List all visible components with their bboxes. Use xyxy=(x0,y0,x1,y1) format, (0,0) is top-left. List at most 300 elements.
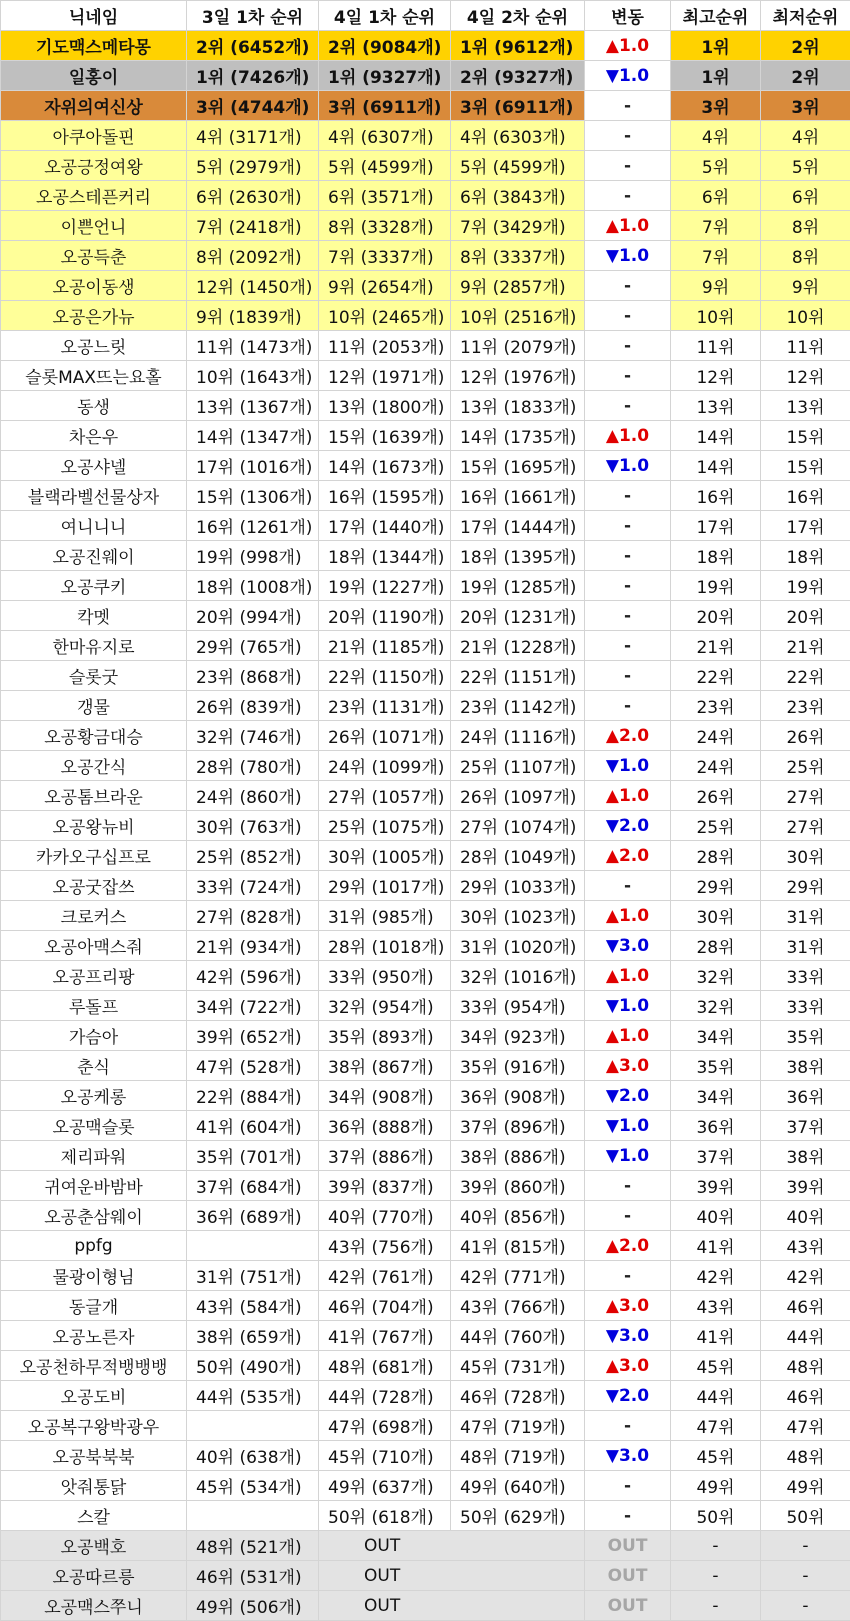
day4-round1-cell: 23위 (1131개) xyxy=(319,691,451,721)
table-row xyxy=(1,931,850,961)
worst-rank-cell: 11위 xyxy=(761,331,850,361)
nickname-cell: 칵멧 xyxy=(1,601,187,631)
worst-rank-cell: 44위 xyxy=(761,1321,850,1351)
table-row xyxy=(1,91,850,121)
day3-round1-cell: 16위 (1261개) xyxy=(187,511,319,541)
nickname-cell: 카카오구십프로 xyxy=(1,841,187,871)
day4-round2-cell: 32위 (1016개) xyxy=(451,961,585,991)
nickname-cell: 블랙라벨선물상자 xyxy=(1,481,187,511)
change-cell: ▼1.0 xyxy=(585,751,671,781)
day4-round2-cell: 20위 (1231개) xyxy=(451,601,585,631)
day3-round1-cell: 50위 (490개) xyxy=(187,1351,319,1381)
nickname-cell: 여니니니 xyxy=(1,511,187,541)
nickname-cell: 가슴아 xyxy=(1,1021,187,1051)
nickname-cell: 오공긍정여왕 xyxy=(1,151,187,181)
nickname-cell: 스칼 xyxy=(1,1501,187,1531)
worst-rank-cell: 8위 xyxy=(761,211,850,241)
table-row xyxy=(1,1441,850,1471)
nickname-cell: 오공케롱 xyxy=(1,1081,187,1111)
day3-round1-cell: 6위 (2630개) xyxy=(187,181,319,211)
change-cell: ▼3.0 xyxy=(585,931,671,961)
worst-rank-cell: 22위 xyxy=(761,661,850,691)
worst-rank-cell: 31위 xyxy=(761,931,850,961)
change-cell: ▼2.0 xyxy=(585,1081,671,1111)
day4-round2-cell: 41위 (815개) xyxy=(451,1231,585,1261)
worst-rank-cell: 17위 xyxy=(761,511,850,541)
day4-round1-cell: 33위 (950개) xyxy=(319,961,451,991)
change-cell: ▲1.0 xyxy=(585,901,671,931)
nickname-cell: 오공간식 xyxy=(1,751,187,781)
table-row xyxy=(1,991,850,1021)
best-rank-cell: 32위 xyxy=(671,961,761,991)
day3-round1-cell: 9위 (1839개) xyxy=(187,301,319,331)
day4-round1-cell: 46위 (704개) xyxy=(319,1291,451,1321)
header-nickname: 닉네임 xyxy=(1,1,187,31)
day4-round2-cell: 22위 (1151개) xyxy=(451,661,585,691)
best-rank-cell: 41위 xyxy=(671,1231,761,1261)
best-rank-cell: 34위 xyxy=(671,1021,761,1051)
change-cell: ▼1.0 xyxy=(585,1141,671,1171)
best-rank-cell: 9위 xyxy=(671,271,761,301)
day3-round1-cell: 18위 (1008개) xyxy=(187,571,319,601)
table-row xyxy=(1,751,850,781)
best-rank-cell: - xyxy=(671,1531,761,1561)
day4-round1-cell: 17위 (1440개) xyxy=(319,511,451,541)
day4-round1-cell: 36위 (888개) xyxy=(319,1111,451,1141)
change-cell: ▲1.0 xyxy=(585,421,671,451)
day3-round1-cell: 8위 (2092개) xyxy=(187,241,319,271)
table-row xyxy=(1,121,850,151)
day4-round1-cell: 3위 (6911개) xyxy=(319,91,451,121)
worst-rank-cell: 33위 xyxy=(761,961,850,991)
worst-rank-cell: 38위 xyxy=(761,1051,850,1081)
worst-rank-cell: 47위 xyxy=(761,1411,850,1441)
worst-rank-cell: 48위 xyxy=(761,1441,850,1471)
change-cell: ▼2.0 xyxy=(585,811,671,841)
best-rank-cell: 6위 xyxy=(671,181,761,211)
best-rank-cell: 1위 xyxy=(671,31,761,61)
best-rank-cell: 7위 xyxy=(671,241,761,271)
day3-round1-cell: 41위 (604개) xyxy=(187,1111,319,1141)
table-row xyxy=(1,211,850,241)
table-row xyxy=(1,961,850,991)
worst-rank-cell: 20위 xyxy=(761,601,850,631)
worst-rank-cell: 18위 xyxy=(761,541,850,571)
day4-round2-cell: 3위 (6911개) xyxy=(451,91,585,121)
change-cell: ▲1.0 xyxy=(585,211,671,241)
change-cell: OUT xyxy=(585,1591,671,1621)
change-cell: ▲1.0 xyxy=(585,1021,671,1051)
day4-round1-cell: 40위 (770개) xyxy=(319,1201,451,1231)
day4-round2-cell: 47위 (719개) xyxy=(451,1411,585,1441)
table-row xyxy=(1,1411,850,1441)
day4-round2-cell: 27위 (1074개) xyxy=(451,811,585,841)
day4-round1-cell: 7위 (3337개) xyxy=(319,241,451,271)
nickname-cell: 오공노른자 xyxy=(1,1321,187,1351)
table-row xyxy=(1,1141,850,1171)
day4-round1-cell: 2위 (9084개) xyxy=(319,31,451,61)
best-rank-cell: 32위 xyxy=(671,991,761,1021)
day4-round2-cell: 15위 (1695개) xyxy=(451,451,585,481)
best-rank-cell: 20위 xyxy=(671,601,761,631)
nickname-cell: 물광이형님 xyxy=(1,1261,187,1291)
worst-rank-cell: 13위 xyxy=(761,391,850,421)
day4-round1-cell: 11위 (2053개) xyxy=(319,331,451,361)
day4-round1-cell: 27위 (1057개) xyxy=(319,781,451,811)
day3-round1-cell: 17위 (1016개) xyxy=(187,451,319,481)
day4-round2-cell: 46위 (728개) xyxy=(451,1381,585,1411)
best-rank-cell: 42위 xyxy=(671,1261,761,1291)
worst-rank-cell: 21위 xyxy=(761,631,850,661)
worst-rank-cell: 25위 xyxy=(761,751,850,781)
out-status-cell: OUT xyxy=(319,1531,585,1561)
change-cell: ▼1.0 xyxy=(585,991,671,1021)
day4-round2-cell: 39위 (860개) xyxy=(451,1171,585,1201)
change-cell: ▲3.0 xyxy=(585,1351,671,1381)
table-row xyxy=(1,871,850,901)
day3-round1-cell: 47위 (528개) xyxy=(187,1051,319,1081)
day4-round2-cell: 1위 (9612개) xyxy=(451,31,585,61)
best-rank-cell: 22위 xyxy=(671,661,761,691)
nickname-cell: 오공따르릉 xyxy=(1,1561,187,1591)
table-row xyxy=(1,841,850,871)
nickname-cell: 오공프리팡 xyxy=(1,961,187,991)
day3-round1-cell: 19위 (998개) xyxy=(187,541,319,571)
worst-rank-cell: - xyxy=(761,1561,850,1591)
day3-round1-cell: 36위 (689개) xyxy=(187,1201,319,1231)
change-cell: OUT xyxy=(585,1531,671,1561)
table-row xyxy=(1,571,850,601)
change-cell: ▼3.0 xyxy=(585,1321,671,1351)
change-cell: - xyxy=(585,151,671,181)
table-row xyxy=(1,151,850,181)
day4-round1-cell: 9위 (2654개) xyxy=(319,271,451,301)
best-rank-cell: 36위 xyxy=(671,1111,761,1141)
change-cell: ▲2.0 xyxy=(585,721,671,751)
day4-round2-cell: 14위 (1735개) xyxy=(451,421,585,451)
day4-round1-cell: 18위 (1344개) xyxy=(319,541,451,571)
nickname-cell: 오공샤넬 xyxy=(1,451,187,481)
best-rank-cell: 17위 xyxy=(671,511,761,541)
day4-round2-cell: 28위 (1049개) xyxy=(451,841,585,871)
day3-round1-cell: 38위 (659개) xyxy=(187,1321,319,1351)
nickname-cell: 기도맥스메타몽 xyxy=(1,31,187,61)
day3-round1-cell: 44위 (535개) xyxy=(187,1381,319,1411)
worst-rank-cell: 31위 xyxy=(761,901,850,931)
header-change: 변동 xyxy=(585,1,671,31)
worst-rank-cell: 36위 xyxy=(761,1081,850,1111)
table-row xyxy=(1,301,850,331)
best-rank-cell: 21위 xyxy=(671,631,761,661)
best-rank-cell: 29위 xyxy=(671,871,761,901)
day4-round1-cell: 10위 (2465개) xyxy=(319,301,451,331)
change-cell: - xyxy=(585,391,671,421)
day4-round2-cell: 21위 (1228개) xyxy=(451,631,585,661)
day4-round2-cell: 16위 (1661개) xyxy=(451,481,585,511)
day4-round2-cell: 23위 (1142개) xyxy=(451,691,585,721)
table-row xyxy=(1,451,850,481)
day3-round1-cell: 25위 (852개) xyxy=(187,841,319,871)
change-cell: ▲1.0 xyxy=(585,781,671,811)
worst-rank-cell: 15위 xyxy=(761,451,850,481)
best-rank-cell: 24위 xyxy=(671,721,761,751)
worst-rank-cell: 49위 xyxy=(761,1471,850,1501)
best-rank-cell: 18위 xyxy=(671,541,761,571)
day3-round1-cell: 46위 (531개) xyxy=(187,1561,319,1591)
nickname-cell: 동생 xyxy=(1,391,187,421)
best-rank-cell: - xyxy=(671,1561,761,1591)
change-cell: - xyxy=(585,361,671,391)
best-rank-cell: 13위 xyxy=(671,391,761,421)
day4-round2-cell: 42위 (771개) xyxy=(451,1261,585,1291)
day3-round1-cell: 13위 (1367개) xyxy=(187,391,319,421)
day3-round1-cell: 45위 (534개) xyxy=(187,1471,319,1501)
nickname-cell: 오공쿠키 xyxy=(1,571,187,601)
table-row xyxy=(1,781,850,811)
day4-round1-cell: 37위 (886개) xyxy=(319,1141,451,1171)
header-worst-rank: 최저순위 xyxy=(761,1,850,31)
day3-round1-cell: 14위 (1347개) xyxy=(187,421,319,451)
table-row xyxy=(1,631,850,661)
nickname-cell: 오공북북북 xyxy=(1,1441,187,1471)
day4-round1-cell: 14위 (1673개) xyxy=(319,451,451,481)
worst-rank-cell: 43위 xyxy=(761,1231,850,1261)
nickname-cell: 귀여운바밤바 xyxy=(1,1171,187,1201)
day4-round2-cell: 7위 (3429개) xyxy=(451,211,585,241)
day4-round1-cell: 25위 (1075개) xyxy=(319,811,451,841)
day4-round2-cell: 34위 (923개) xyxy=(451,1021,585,1051)
best-rank-cell: 24위 xyxy=(671,751,761,781)
day3-round1-cell: 23위 (868개) xyxy=(187,661,319,691)
nickname-cell: 오공맥스쭈니 xyxy=(1,1591,187,1621)
day4-round2-cell: 25위 (1107개) xyxy=(451,751,585,781)
day3-round1-cell xyxy=(187,1231,319,1261)
nickname-cell: 일홍이 xyxy=(1,61,187,91)
day4-round1-cell: 34위 (908개) xyxy=(319,1081,451,1111)
table-row xyxy=(1,1171,850,1201)
best-rank-cell: 43위 xyxy=(671,1291,761,1321)
day4-round1-cell: 4위 (6307개) xyxy=(319,121,451,151)
best-rank-cell: 44위 xyxy=(671,1381,761,1411)
change-cell: - xyxy=(585,1171,671,1201)
best-rank-cell: 47위 xyxy=(671,1411,761,1441)
best-rank-cell: 41위 xyxy=(671,1321,761,1351)
change-cell: - xyxy=(585,691,671,721)
day4-round2-cell: 37위 (896개) xyxy=(451,1111,585,1141)
day3-round1-cell: 31위 (751개) xyxy=(187,1261,319,1291)
day4-round2-cell: 10위 (2516개) xyxy=(451,301,585,331)
worst-rank-cell: 48위 xyxy=(761,1351,850,1381)
day4-round2-cell: 38위 (886개) xyxy=(451,1141,585,1171)
table-row xyxy=(1,721,850,751)
worst-rank-cell: 12위 xyxy=(761,361,850,391)
change-cell: - xyxy=(585,541,671,571)
nickname-cell: 오공느릿 xyxy=(1,331,187,361)
change-cell: - xyxy=(585,331,671,361)
day4-round1-cell: 5위 (4599개) xyxy=(319,151,451,181)
change-cell: ▼2.0 xyxy=(585,1381,671,1411)
day3-round1-cell: 24위 (860개) xyxy=(187,781,319,811)
nickname-cell: 오공이동생 xyxy=(1,271,187,301)
change-cell: ▲2.0 xyxy=(585,841,671,871)
worst-rank-cell: 29위 xyxy=(761,871,850,901)
day3-round1-cell xyxy=(187,1411,319,1441)
day3-round1-cell: 1위 (7426개) xyxy=(187,61,319,91)
table-row xyxy=(1,61,850,91)
worst-rank-cell: 8위 xyxy=(761,241,850,271)
best-rank-cell: 14위 xyxy=(671,451,761,481)
best-rank-cell: 45위 xyxy=(671,1351,761,1381)
table-row xyxy=(1,511,850,541)
nickname-cell: 오공도비 xyxy=(1,1381,187,1411)
worst-rank-cell: 23위 xyxy=(761,691,850,721)
day3-round1-cell: 43위 (584개) xyxy=(187,1291,319,1321)
best-rank-cell: 26위 xyxy=(671,781,761,811)
header-best-rank: 최고순위 xyxy=(671,1,761,31)
worst-rank-cell: 35위 xyxy=(761,1021,850,1051)
day4-round2-cell: 26위 (1097개) xyxy=(451,781,585,811)
day4-round2-cell: 29위 (1033개) xyxy=(451,871,585,901)
nickname-cell: 슬롯굿 xyxy=(1,661,187,691)
day4-round2-cell: 43위 (766개) xyxy=(451,1291,585,1321)
worst-rank-cell: - xyxy=(761,1591,850,1621)
best-rank-cell: 16위 xyxy=(671,481,761,511)
day4-round2-cell: 6위 (3843개) xyxy=(451,181,585,211)
table-row xyxy=(1,481,850,511)
day4-round1-cell: 49위 (637개) xyxy=(319,1471,451,1501)
best-rank-cell: 4위 xyxy=(671,121,761,151)
table-row xyxy=(1,391,850,421)
day4-round1-cell: 32위 (954개) xyxy=(319,991,451,1021)
worst-rank-cell: 26위 xyxy=(761,721,850,751)
best-rank-cell: 23위 xyxy=(671,691,761,721)
table-row xyxy=(1,1471,850,1501)
worst-rank-cell: 10위 xyxy=(761,301,850,331)
day4-round1-cell: 12위 (1971개) xyxy=(319,361,451,391)
table-row xyxy=(1,1111,850,1141)
table-row xyxy=(1,421,850,451)
day3-round1-cell: 29위 (765개) xyxy=(187,631,319,661)
day3-round1-cell: 42위 (596개) xyxy=(187,961,319,991)
day3-round1-cell: 32위 (746개) xyxy=(187,721,319,751)
table-row xyxy=(1,1231,850,1261)
day3-round1-cell: 12위 (1450개) xyxy=(187,271,319,301)
table-row xyxy=(1,661,850,691)
day4-round2-cell: 9위 (2857개) xyxy=(451,271,585,301)
table-row xyxy=(1,811,850,841)
day4-round2-cell: 19위 (1285개) xyxy=(451,571,585,601)
day4-round1-cell: 21위 (1185개) xyxy=(319,631,451,661)
nickname-cell: 오공백호 xyxy=(1,1531,187,1561)
worst-rank-cell: 2위 xyxy=(761,31,850,61)
day3-round1-cell: 3위 (4744개) xyxy=(187,91,319,121)
table-row xyxy=(1,1351,850,1381)
worst-rank-cell: 3위 xyxy=(761,91,850,121)
best-rank-cell: 39위 xyxy=(671,1171,761,1201)
day4-round2-cell: 35위 (916개) xyxy=(451,1051,585,1081)
nickname-cell: 춘식 xyxy=(1,1051,187,1081)
best-rank-cell: 11위 xyxy=(671,331,761,361)
worst-rank-cell: 5위 xyxy=(761,151,850,181)
day4-round1-cell: 19위 (1227개) xyxy=(319,571,451,601)
worst-rank-cell: 27위 xyxy=(761,781,850,811)
nickname-cell: 오공스테픈커리 xyxy=(1,181,187,211)
day4-round2-cell: 5위 (4599개) xyxy=(451,151,585,181)
worst-rank-cell: 4위 xyxy=(761,121,850,151)
day4-round1-cell: 29위 (1017개) xyxy=(319,871,451,901)
table-row xyxy=(1,361,850,391)
best-rank-cell: 28위 xyxy=(671,841,761,871)
change-cell: - xyxy=(585,91,671,121)
table-row xyxy=(1,181,850,211)
nickname-cell: 오공복구왕박광우 xyxy=(1,1411,187,1441)
day4-round1-cell: 45위 (710개) xyxy=(319,1441,451,1471)
worst-rank-cell: 50위 xyxy=(761,1501,850,1531)
day3-round1-cell: 40위 (638개) xyxy=(187,1441,319,1471)
ranking-body xyxy=(1,31,850,1621)
best-rank-cell: 37위 xyxy=(671,1141,761,1171)
best-rank-cell: 35위 xyxy=(671,1051,761,1081)
day3-round1-cell: 30위 (763개) xyxy=(187,811,319,841)
worst-rank-cell: 40위 xyxy=(761,1201,850,1231)
change-cell: OUT xyxy=(585,1561,671,1591)
change-cell: - xyxy=(585,1201,671,1231)
nickname-cell: 차은우 xyxy=(1,421,187,451)
day3-round1-cell: 20위 (994개) xyxy=(187,601,319,631)
best-rank-cell: 25위 xyxy=(671,811,761,841)
day4-round1-cell: 39위 (837개) xyxy=(319,1171,451,1201)
change-cell: ▲3.0 xyxy=(585,1051,671,1081)
day4-round1-cell: 30위 (1005개) xyxy=(319,841,451,871)
nickname-cell: 한마유지로 xyxy=(1,631,187,661)
day3-round1-cell: 35위 (701개) xyxy=(187,1141,319,1171)
header-day4-round1: 4일 1차 순위 xyxy=(319,1,451,31)
nickname-cell: 크로커스 xyxy=(1,901,187,931)
change-cell: ▼3.0 xyxy=(585,1441,671,1471)
best-rank-cell: 40위 xyxy=(671,1201,761,1231)
change-cell: - xyxy=(585,511,671,541)
table-row xyxy=(1,1381,850,1411)
change-cell: ▼1.0 xyxy=(585,1111,671,1141)
best-rank-cell: 14위 xyxy=(671,421,761,451)
day4-round1-cell: 26위 (1071개) xyxy=(319,721,451,751)
day4-round1-cell: 42위 (761개) xyxy=(319,1261,451,1291)
day4-round2-cell: 2위 (9327개) xyxy=(451,61,585,91)
nickname-cell: 오공맥슬롯 xyxy=(1,1111,187,1141)
day4-round1-cell: 50위 (618개) xyxy=(319,1501,451,1531)
nickname-cell: 오공천하무적뱅뱅뱅 xyxy=(1,1351,187,1381)
table-row xyxy=(1,331,850,361)
day4-round1-cell: 15위 (1639개) xyxy=(319,421,451,451)
day4-round1-cell: 20위 (1190개) xyxy=(319,601,451,631)
nickname-cell: ppfg xyxy=(1,1231,187,1261)
day3-round1-cell: 39위 (652개) xyxy=(187,1021,319,1051)
day4-round2-cell: 33위 (954개) xyxy=(451,991,585,1021)
table-row xyxy=(1,1321,850,1351)
nickname-cell: 오공진웨이 xyxy=(1,541,187,571)
day4-round2-cell: 49위 (640개) xyxy=(451,1471,585,1501)
day4-round2-cell: 18위 (1395개) xyxy=(451,541,585,571)
day3-round1-cell: 33위 (724개) xyxy=(187,871,319,901)
change-cell: - xyxy=(585,271,671,301)
change-cell: - xyxy=(585,481,671,511)
best-rank-cell: 19위 xyxy=(671,571,761,601)
day3-round1-cell: 7위 (2418개) xyxy=(187,211,319,241)
best-rank-cell: 30위 xyxy=(671,901,761,931)
table-row xyxy=(1,1261,850,1291)
day3-round1-cell: 37위 (684개) xyxy=(187,1171,319,1201)
nickname-cell: 오공톰브라운 xyxy=(1,781,187,811)
